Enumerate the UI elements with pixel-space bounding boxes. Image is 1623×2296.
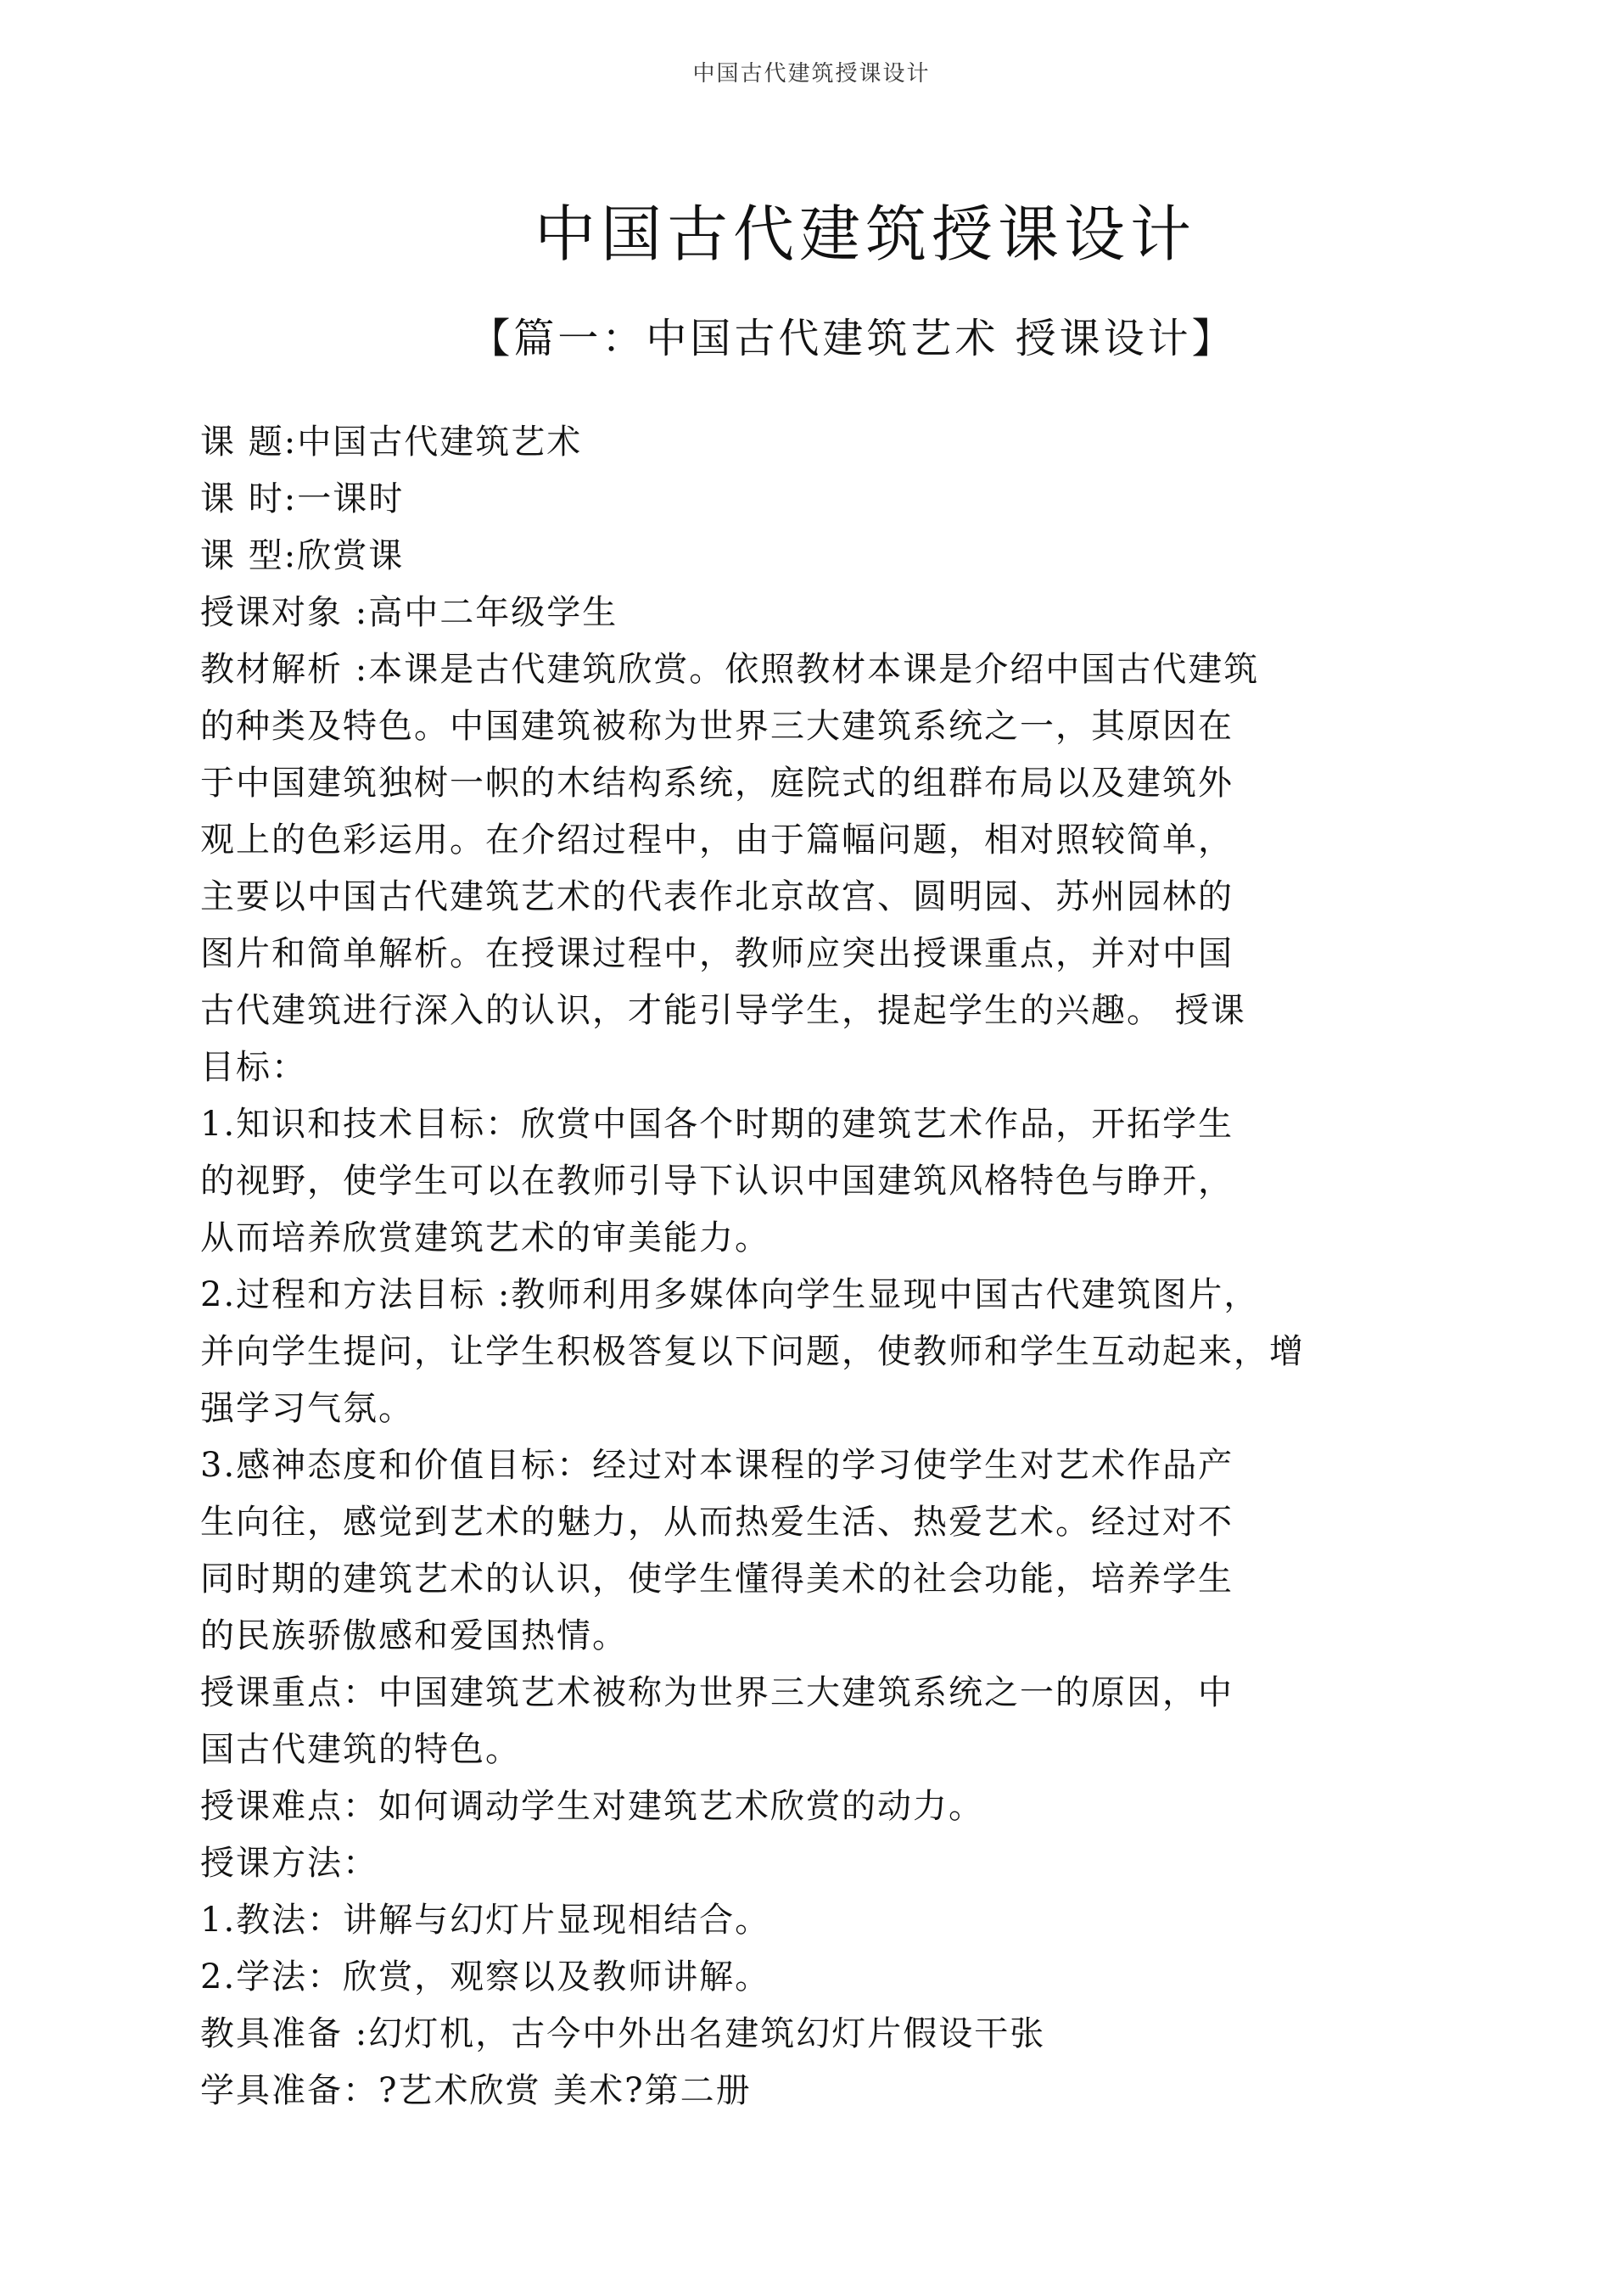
body-line: 课 题:中国古代建筑艺术 <box>200 423 583 462</box>
body-line: 授课重点：中国建筑艺术被称为世界三大建筑系统之一的原因，中 <box>200 1673 1234 1712</box>
body-line: 授课对象 :高中二年级学生 <box>200 593 618 632</box>
body-line: 图片和简单解析。在授课过程中，教师应突出授课重点，并对中国 <box>200 934 1234 973</box>
body-line: 的视野，使学生可以在教师引导下认识中国建筑风格特色与睁开， <box>200 1162 1234 1201</box>
running-header: 中国古代建筑授课设计 <box>692 61 931 87</box>
body-line: 2.学法：欣赏，观察以及教师讲解。 <box>200 1957 771 1996</box>
body-line: 观上的色彩运用。在介绍过程中，由于篇幅问题，相对照较简单， <box>200 820 1234 860</box>
body-line: 课 型:欣赏课 <box>200 536 405 575</box>
body-line: 的民族骄傲感和爱国热情。 <box>200 1616 628 1655</box>
body-line: 于中国建筑独树一帜的木结构系统，庭院式的组群布局以及建筑外 <box>200 764 1234 803</box>
body-line: 的种类及特色。中国建筑被称为世界三大建筑系统之一，其原因在 <box>200 707 1234 746</box>
body-line: 学具准备：?艺术欣赏 美术?第二册 <box>200 2071 752 2110</box>
document-title: 中国古代建筑授课设计 <box>534 199 1196 270</box>
body-line: 国古代建筑的特色。 <box>200 1730 521 1769</box>
body-line: 1.教法：讲解与幻灯片显现相结合。 <box>200 1901 771 1940</box>
body-line: 授课方法： <box>200 1844 378 1883</box>
body-line: 教材解析 :本课是古代建筑欣赏。依照教材本课是介绍中国古代建筑 <box>200 650 1260 689</box>
document-body <box>200 414 1439 2120</box>
body-line: 课 时:一课时 <box>200 479 405 518</box>
body-line: 1.知识和技术目标：欣赏中国各个时期的建筑艺术作品，开拓学生 <box>200 1105 1234 1144</box>
body-line: 授课难点：如何调动学生对建筑艺术欣赏的动力。 <box>200 1787 984 1826</box>
body-line: 同时期的建筑艺术的认识，使学生懂得美术的社会功能，培养学生 <box>200 1560 1234 1599</box>
body-line: 3.感神态度和价值目标：经过对本课程的学习使学生对艺术作品产 <box>200 1446 1234 1485</box>
body-line: 从而培养欣赏建筑艺术的审美能力。 <box>200 1218 770 1257</box>
document-subtitle: 【篇一：中国古代建筑艺术 授课设计】 <box>469 315 1236 362</box>
body-line: 强学习气氛。 <box>200 1389 414 1428</box>
body-line: 古代建筑进行深入的认识，才能引导学生，提起学生的兴趣。 授课 <box>200 991 1246 1030</box>
body-line: 主要以中国古代建筑艺术的代表作北京故宫、圆明园、苏州园林的 <box>200 877 1234 916</box>
body-line: 并向学生提问，让学生积极答复以下问题，使教师和学生互动起来，增 <box>200 1332 1305 1371</box>
body-line: 2.过程和方法目标 :教师利用多媒体向学生显现中国古代建筑图片， <box>200 1275 1260 1314</box>
body-line: 生向往，感觉到艺术的魅力，从而热爱生活、热爱艺术。经过对不 <box>200 1503 1234 1542</box>
body-line: 目标： <box>200 1048 307 1087</box>
body-line: 教具准备 :幻灯机，古今中外出名建筑幻灯片假设干张 <box>200 2014 1046 2053</box>
